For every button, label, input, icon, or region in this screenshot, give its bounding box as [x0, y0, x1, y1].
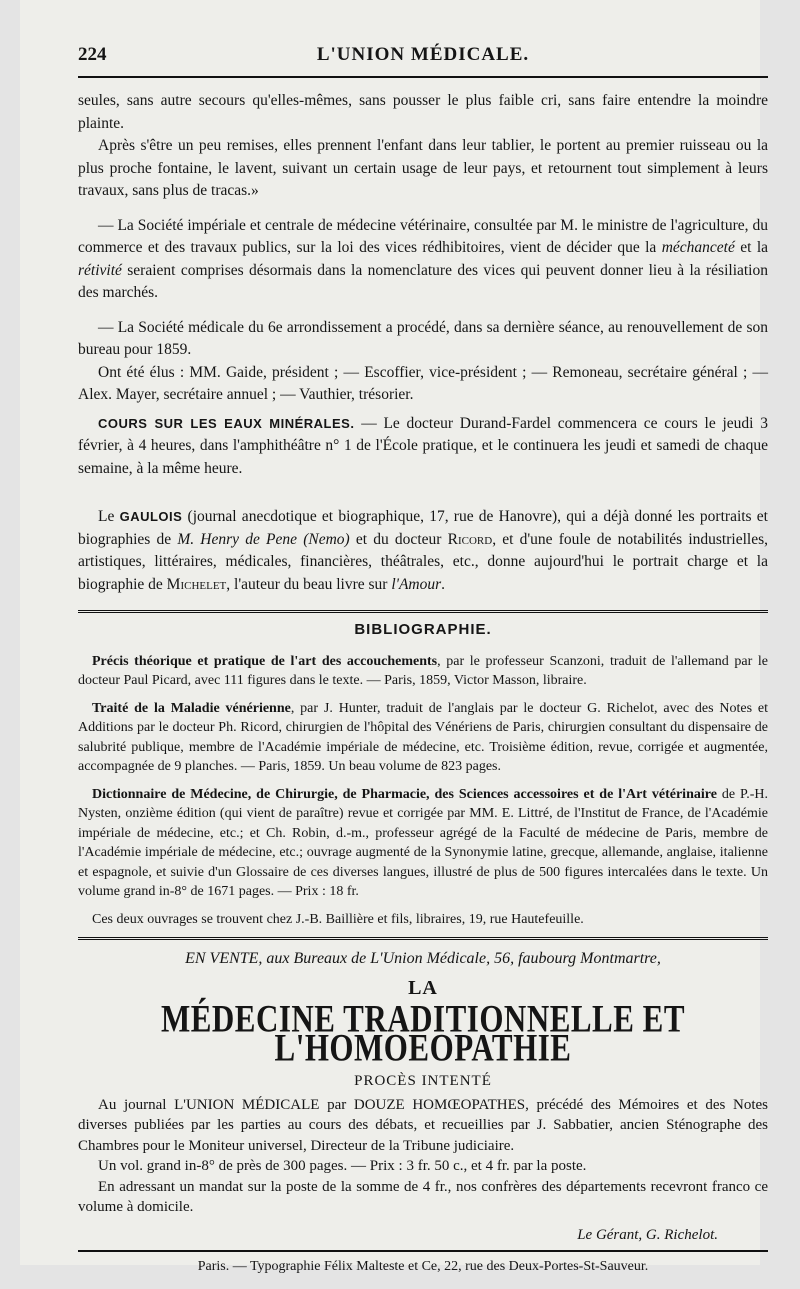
bibliographie-list — [78, 652, 768, 930]
paragraph-elus: Ont été élus : MM. Gaide, président ; — Escoffier, vice-président ; — Remoneau, secrétaire général ; — Alex. Mayer, secrétaire annuel ; — Vauthier, trésorier. — [78, 363, 768, 403]
advert-title: MÉDECINE TRADITIONNELLE ET L'HOMOEOPATHIE — [160, 996, 686, 1069]
biblio-entry: Traité de la Maladie vénérienne, par J. Hunter, traduit de l'anglais par le docteur G. Richelot, avec des Notes et Additions par le docteur Ph. Ricord, chirurgien de l'hôpital des Vénériens de Paris, chirurgien consultant du dispensaire de salubrité publique, membre de l'Académie impériale de médecine, etc. Troisième édition, revue, corrigée et augmentée, accompagnée de 9 planches. — Paris, 1859. Un beau volume de 823 pages. — [78, 700, 768, 774]
section-rule — [78, 610, 768, 613]
bibliographie-heading: BIBLIOGRAPHIE. — [354, 621, 492, 638]
advert-body — [78, 1095, 768, 1218]
paragraph-societe-medicale: — La Société médicale du 6e arrondissement a procédé, dans sa dernière séance, au renouvellement de son bureau pour 1859. — [78, 318, 768, 358]
page — [20, 0, 769, 1274]
advert-sale-line: EN VENTE, aux Bureaux de L'Union Médicale, 56, faubourg Montmartre, — [185, 950, 661, 967]
footer-rule — [78, 1250, 768, 1252]
gerant-signature: Le Gérant, G. Richelot. — [577, 1226, 718, 1243]
header-rule — [78, 76, 768, 78]
page-number: 224 — [78, 44, 107, 65]
imprint-line: Paris. — Typographie Félix Malteste et Ce, 22, rue des Deux-Portes-St-Sauveur. — [197, 1259, 649, 1274]
advert-paragraph: Au journal L'UNION MÉDICALE par DOUZE HOMŒOPATHES, précédé des Mémoires et des Notes diverses publiées par les parties au cours des débats, et recueillies par J. Sabbatier, ancien Sténographe des Chambres pour le Moniteur universel, Directeur de la Tribune judiciaire. — [78, 1096, 768, 1154]
paragraph: seules, sans autre secours qu'elles-mêmes, sans pousser le plus faible cri, sans faire entendre la moindre plainte. — [78, 92, 768, 132]
journal-title: L'UNION MÉDICALE. — [316, 44, 530, 65]
advert-proces: PROCÈS INTENTÉ — [354, 1073, 492, 1089]
biblio-entry: Dictionnaire de Médecine, de Chirurgie, de Pharmacie, des Sciences accessoires et de l'Art vétérinaire de P.-H. Nysten, onzième édition (qui vient de paraître) revue et corrigée par MM. E. Littré, de l'Institut de France, de l'Académie impériale de médecine, etc.; et Ch. Robin, d.-m., professeur agrégé de la Faculté de médecine de Paris, membre de l'Académie impériale de médecine, etc.; ouvrage augmenté de la Synonymie latine, grecque, allemande, anglaise, italienne et espagnole, et suivie d'un Glossaire de ces diverses langues, illustré de plus de 500 figures intercalées dans le texte. Un volume grand in-8° de 1671 pages. — Prix : 18 fr. — [78, 786, 768, 899]
paragraph: Après s'être un peu remises, elles prennent l'enfant dans leur tablier, le portent au premier ruisseau ou la plus proche fontaine, le lavent, suivant un certain usage de leur pays, et retournent tout simplement à leurs travaux, sans plus de tracas.» — [78, 137, 768, 199]
biblio-entry: Précis théorique et pratique de l'art des accouchements, par le professeur Scanzoni, traduit de l'allemand par le docteur Paul Picard, avec 111 figures dans le texte. — Paris, 1859, Victor Masson, libraire. — [78, 653, 768, 688]
paragraph-gaulois: Le GAULOIS (journal anecdotique et biographique, 17, rue de Hanovre), qui a déjà donné les portraits et biographies de M. Henry de Pene (Nemo) et du docteur Ricord, et d'une foule de notabilités industrielles, artistiques, littéraires, médicales, financières, théâtrales, etc., donne aujourd'hui le portrait charge et la biographie de Michelet, l'auteur du beau livre sur l'Amour. — [78, 508, 768, 593]
paragraph-cours: COURS SUR LES EAUX MINÉRALES. — Le docteur Durand-Fardel commencera ce cours le jeudi 3 février, à 4 heures, dans l'amphithéâtre n° 1 de l'École pratique, et le continuera les jeudi et samedi de chaque semaine, à la même heure. — [78, 414, 768, 477]
advert-paragraph: Un vol. grand in-8° de près de 300 pages. — Prix : 3 fr. 50 c., et 4 fr. par la poste. — [98, 1158, 587, 1174]
page-header — [78, 44, 768, 66]
page-content — [78, 90, 768, 1279]
advert-paragraph: En adressant un mandat sur la poste de la somme de 4 fr., nos confrères des départements recevront franco ce volume à domicile. — [78, 1178, 768, 1215]
advert-la: LA — [408, 976, 438, 999]
section-rule — [78, 937, 768, 940]
biblio-note: Ces deux ouvrages se trouvent chez J.-B. Baillière et fils, libraires, 19, rue Hautefeuille. — [92, 911, 584, 927]
paragraph-veterinaire: — La Société impériale et centrale de médecine vétérinaire, consultée par M. le ministre de l'agriculture, du commerce et des travaux publics, sur la loi des vices rédhibitoires, vient de décider que la méchanceté et la rétivité seraient comprises désormais dans la nomenclature des vices qui peuvent donner lieu à la résiliation des marchés. — [78, 216, 769, 301]
cours-heading: COURS SUR LES EAUX MINÉRALES. — [98, 415, 355, 431]
